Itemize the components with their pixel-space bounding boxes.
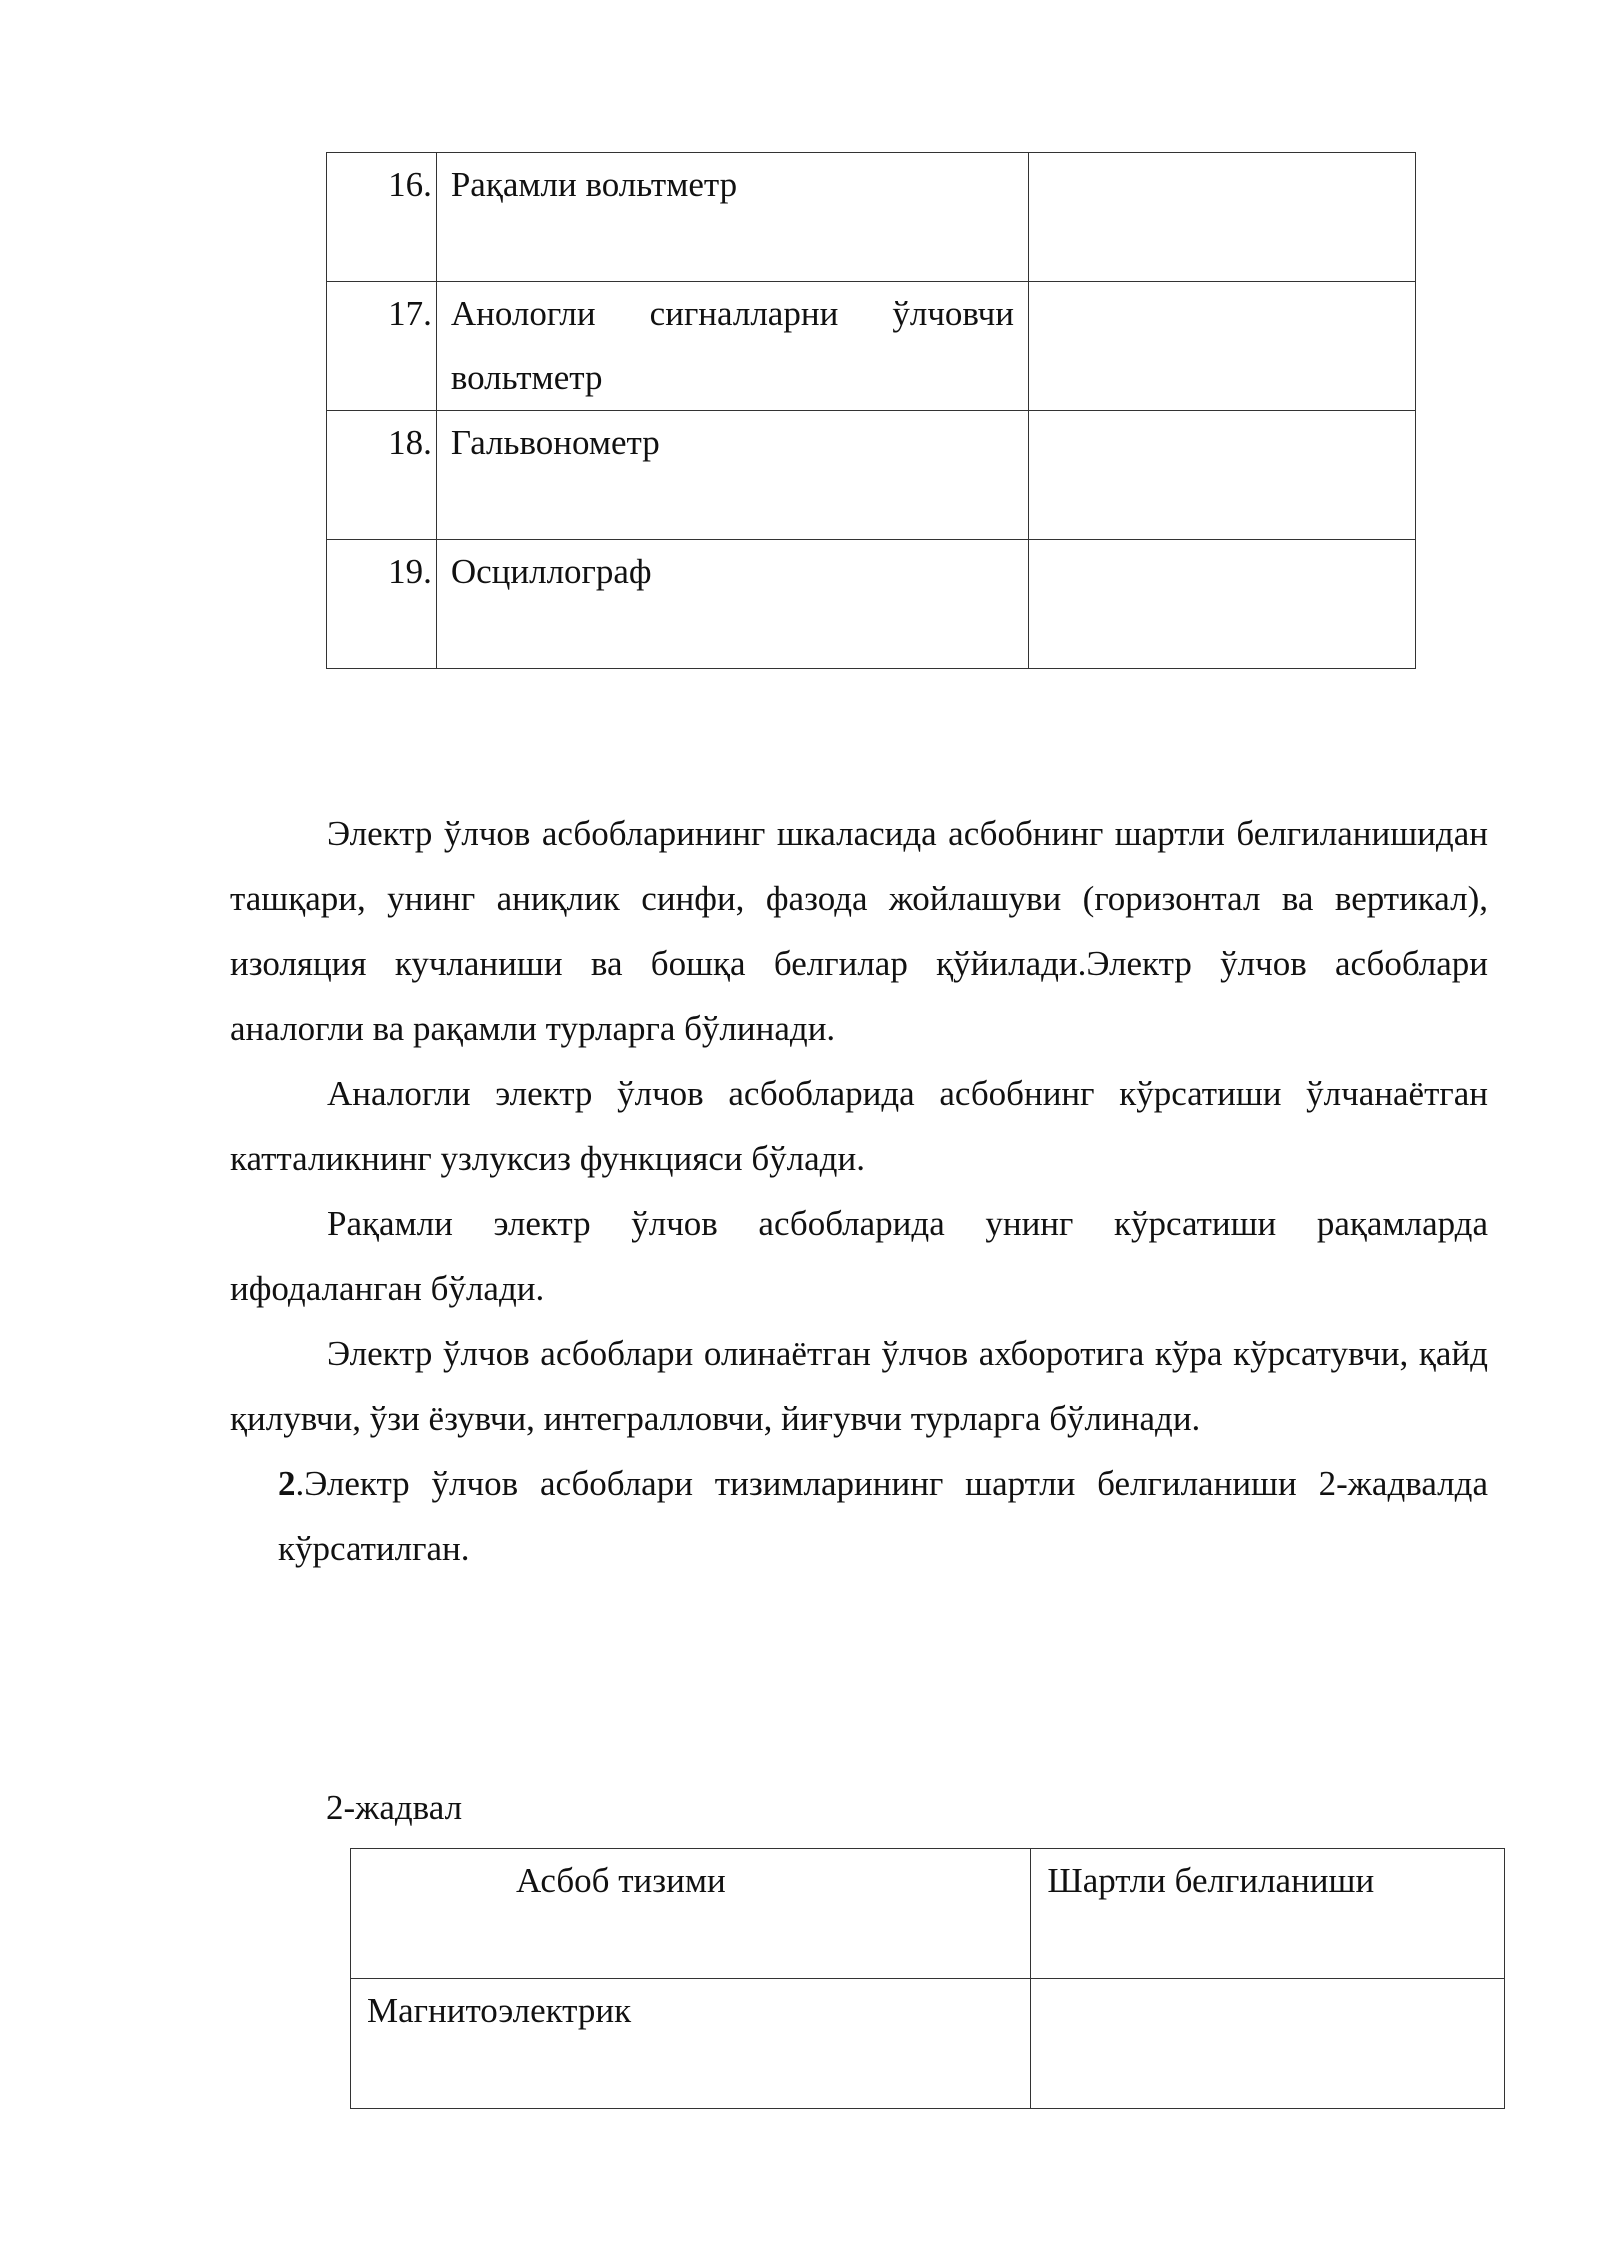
paragraph-text: .Электр ўлчов асбоблари тизимларининг шартли белгиланиши 2-жадвалда кўрсатилган. <box>278 1464 1488 1568</box>
row-number: 17. <box>327 282 437 411</box>
instrument-name: Осциллограф <box>436 540 1028 669</box>
column-header-symbol: Шартли белгиланиши <box>1031 1849 1505 1979</box>
table-header-row <box>351 1849 1505 1979</box>
instrument-name: Гальвонометр <box>436 411 1028 540</box>
instrument-name <box>436 282 1028 411</box>
instrument-value-cell <box>1028 540 1415 669</box>
row-number: 19. <box>327 540 437 669</box>
instruments-table <box>326 152 1416 669</box>
paragraph <box>230 1191 1488 1321</box>
row-number: 16. <box>327 153 437 282</box>
table-row <box>351 1979 1505 2109</box>
instrument-name-line: вольтметр <box>450 358 603 397</box>
instrument-name-line: Анологли сигналларни ўлчовчи <box>450 294 1014 333</box>
systems-table <box>350 1848 1505 2109</box>
row-number: 18. <box>327 411 437 540</box>
paragraph-text: Электр ўлчов асбоблари олинаётган ўлчов ахборотига кўра кўрсатувчи, қайд қилувчи, ўзи ёзувчи, интегралловчи, йиғувчи турларга бўлинади. <box>230 1334 1488 1438</box>
instrument-value-cell <box>1028 282 1415 411</box>
numbered-paragraph <box>278 1451 1488 1581</box>
paragraph-text: Электр ўлчов асбобларининг шкаласида асбобнинг шартли белгиланишидан ташқари, унинг аниқлик синфи, фазода жойлашуви (горизонтал ва вертикал), изоляция кучланиши ва бошқа белгилар қўйилади.Электр ўлчов асбоблари аналогли ва рақамли турларга бўлинади. <box>230 814 1488 1048</box>
column-header-system: Асбоб тизими <box>351 1849 1031 1979</box>
instrument-value-cell <box>1028 411 1415 540</box>
system-name: Магнитоэлектрик <box>351 1979 1031 2109</box>
table-row <box>327 153 1416 282</box>
instrument-name: Рақамли вольтметр <box>436 153 1028 282</box>
instrument-value-cell <box>1028 153 1415 282</box>
paragraph <box>230 1061 1488 1191</box>
paragraph-text: Рақамли электр ўлчов асбобларида унинг кўрсатиши рақамларда ифодаланган бўлади. <box>230 1204 1488 1308</box>
table-row <box>327 282 1416 411</box>
table-row <box>327 411 1416 540</box>
table-row <box>327 540 1416 669</box>
table-caption: 2-жадвал <box>326 1788 463 1827</box>
item-number: 2 <box>278 1464 296 1503</box>
system-symbol-cell <box>1031 1979 1505 2109</box>
paragraph <box>230 1321 1488 1451</box>
paragraph-text: Аналогли электр ўлчов асбобларида асбобнинг кўрсатиши ўлчанаётган катталикнинг узлуксиз функцияси бўлади. <box>230 1074 1488 1178</box>
paragraph <box>230 801 1488 1061</box>
